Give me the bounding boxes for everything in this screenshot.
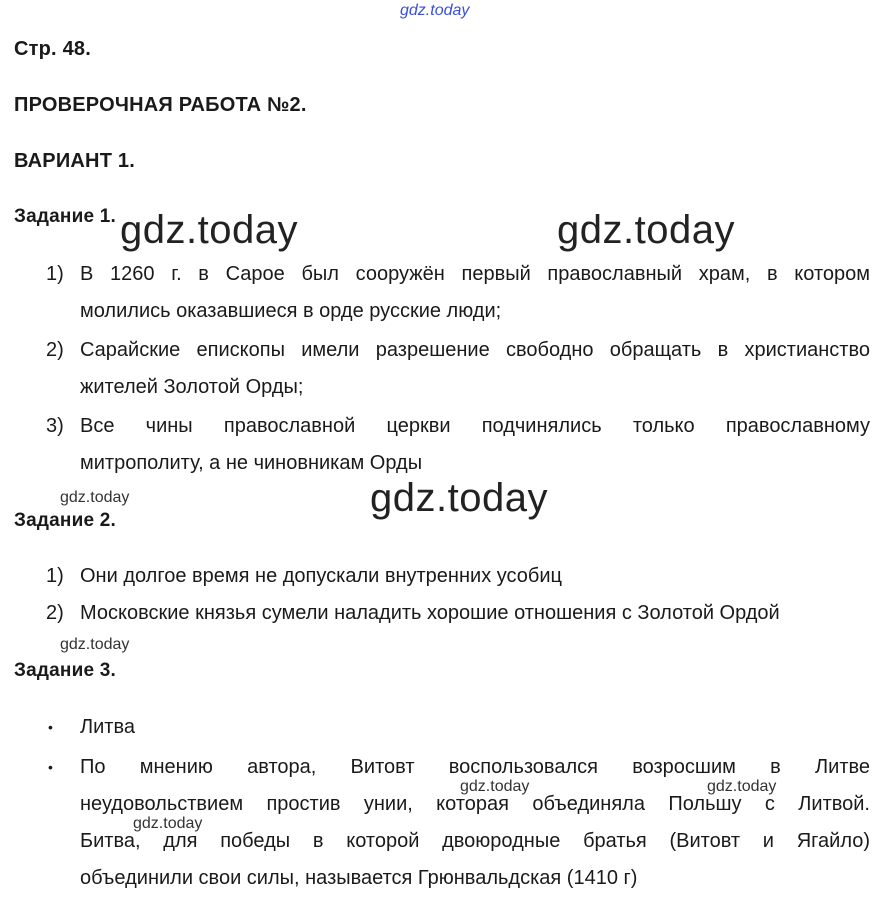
- bullet-marker: •: [48, 719, 53, 735]
- item-line-2: молились оказавшиеся в орде русские люди;: [80, 300, 502, 322]
- watermark-small-2: gdz.today: [60, 636, 130, 653]
- watermark-small-4: gdz.today: [707, 778, 777, 795]
- item-line-1: Московские князья сумели наладить хорошие отношения с Золотой Ордой: [80, 602, 780, 624]
- watermark-top: gdz.today: [400, 2, 470, 19]
- item-line-3: Битва, для победы в которой двоюродные братья (Витовт и Ягайло): [80, 830, 870, 852]
- watermark-small-1: gdz.today: [60, 489, 130, 506]
- bullet-marker: •: [48, 759, 53, 775]
- item-line-1: Они долгое время не допускали внутренних усобиц: [80, 565, 562, 587]
- item-marker: 1): [46, 565, 64, 587]
- item-line-1: По мнению автора, Витовт воспользовался возросшим в Литве: [80, 756, 870, 778]
- page-label: Стр. 48.: [14, 38, 91, 60]
- item-marker: 2): [46, 602, 64, 624]
- watermark-large-3: gdz.today: [370, 476, 548, 520]
- item-line-4: объединили свои силы, называется Грюнвальдская (1410 г): [80, 867, 638, 889]
- watermark-small-5: gdz.today: [133, 815, 203, 832]
- variant-title: ВАРИАНТ 1.: [14, 150, 135, 172]
- item-line-2: жителей Золотой Орды;: [80, 376, 304, 398]
- work-title: ПРОВЕРОЧНАЯ РАБОТА №2.: [14, 94, 307, 116]
- item-marker: 2): [46, 339, 64, 361]
- item-marker: 3): [46, 415, 64, 437]
- item-line-2: митрополиту, а не чиновникам Орды: [80, 452, 423, 474]
- item-marker: 1): [46, 263, 64, 285]
- item-line-1: Все чины православной церкви подчинялись только православному: [80, 415, 870, 437]
- item-line-1: Сарайские епископы имели разрешение свободно обращать в христианство: [80, 339, 870, 361]
- task-2-title: Задание 2.: [14, 510, 116, 531]
- item-line-1: Литва: [80, 716, 135, 738]
- task-3-title: Задание 3.: [14, 660, 116, 681]
- watermark-small-3: gdz.today: [460, 778, 530, 795]
- watermark-large-2: gdz.today: [557, 208, 735, 252]
- item-line-1: В 1260 г. в Сарое был сооружён первый православный храм, в котором: [80, 263, 870, 285]
- item-line-2: неудовольствием простив унии, которая объединяла Польшу с Литвой.: [80, 793, 870, 815]
- task-1-title: Задание 1.: [14, 206, 116, 227]
- watermark-large-1: gdz.today: [120, 208, 298, 252]
